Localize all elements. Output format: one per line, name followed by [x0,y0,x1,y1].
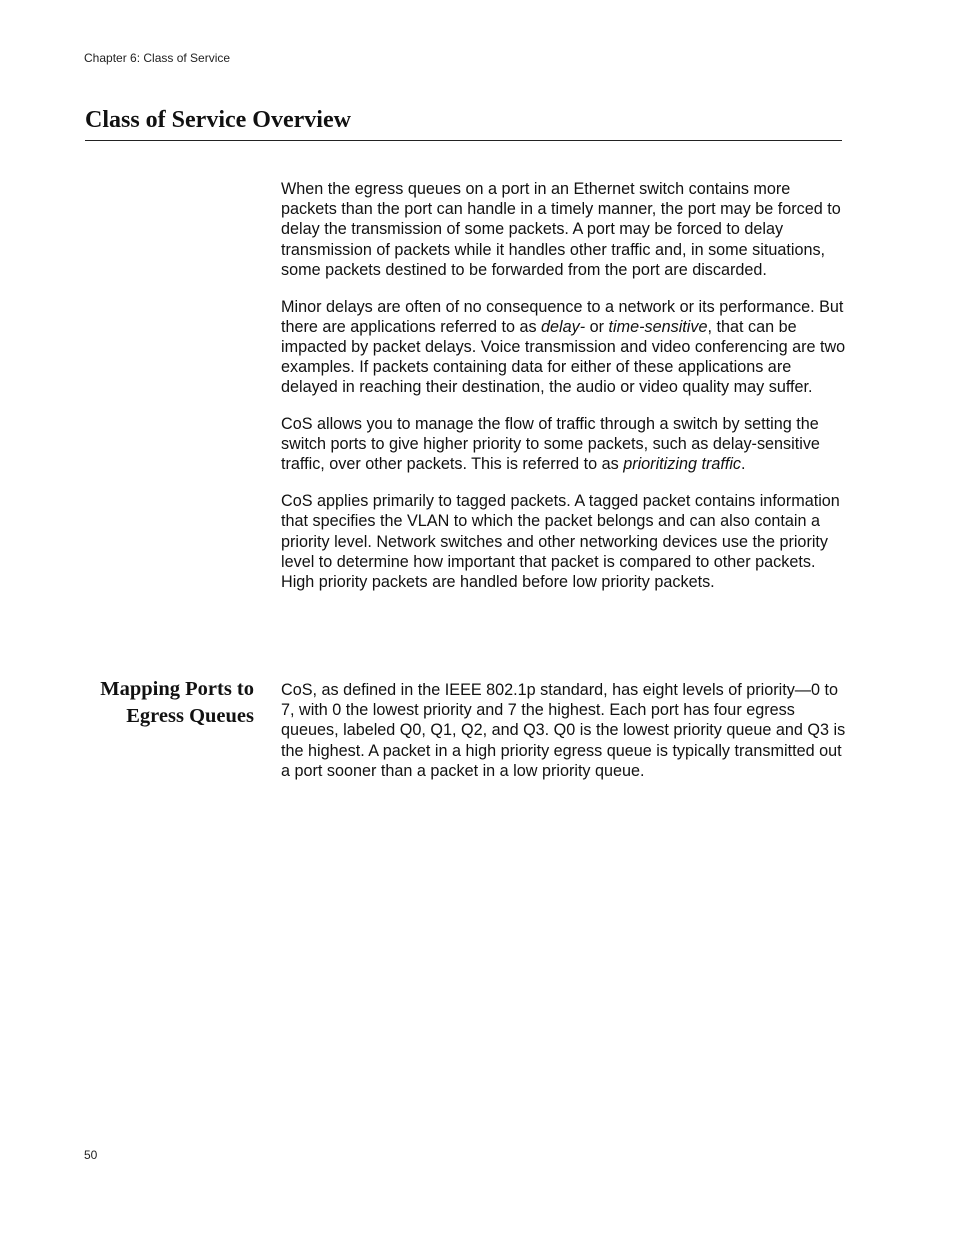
paragraph-text: . [741,455,746,474]
overview-paragraph-4 [281,491,846,592]
mapping-body [281,680,846,798]
overview-body [281,179,846,609]
subsection-heading [85,676,254,730]
paragraph-text: or [585,317,609,336]
overview-paragraph-2 [281,297,846,398]
mapping-paragraph: CoS, as defined in the IEEE 802.1p standard, has eight levels of priority—0 to 7, with 0 the lowest priority and 7 the highest. Each port has four egress queues, labeled Q0, Q1, Q2, and Q3. Q0 is the lowest priority queue and Q3 is the highest. A packet in a high priority egress queue is typically transmitted out a port sooner than a packet in a low priority queue. [281,681,846,780]
paragraph-text: CoS applies primarily to tagged packets. A tagged packet contains information that specifies the VLAN to which the packet belongs and can also contain a priority level. Network switches and other networking devices use the priority level to determine how important that packet is compared to other packets. High priority packets are handled before low priority packets. [281,492,840,591]
section-title: Class of Service Overview [85,107,351,133]
emphasis-term: delay- [541,317,586,336]
emphasis-term: time-sensitive [608,317,708,336]
subsection-heading-line-1: Mapping Ports to [100,678,254,700]
paragraph-text: When the egress queues on a port in an Ethernet switch contains more packets than the port can handle in a timely manner, the port may be forced to delay the transmission of some packets. A port may be forced to delay transmission of packets while it handles other traffic and, in some situations, some packets destined to be forwarded from the port are discarded. [281,180,841,279]
title-rule [85,140,842,141]
paragraph-text: , that can be impacted by packet delays. Voice transmission and video conferencing are two examples. If packets containing data for either of these applications are delayed in reaching their destination, the audio or video quality may suffer. [281,317,846,397]
emphasis-term: prioritizing traffic [623,455,742,474]
page-number: 50 [84,1148,98,1162]
paragraph-text: CoS allows you to manage the flow of traffic through a switch by setting the switch ports to give higher priority to some packets, such as delay-sensitive traffic, over other packets. This is referred to as [281,415,820,474]
subsection-heading-line-2: Egress Queues [126,705,254,727]
overview-paragraph-1 [281,179,846,280]
running-header: Chapter 6: Class of Service [84,51,231,65]
overview-paragraph-3 [281,414,846,475]
paragraph-text: Minor delays are often of no consequence to a network or its performance. But there are applications referred to as [281,297,844,336]
